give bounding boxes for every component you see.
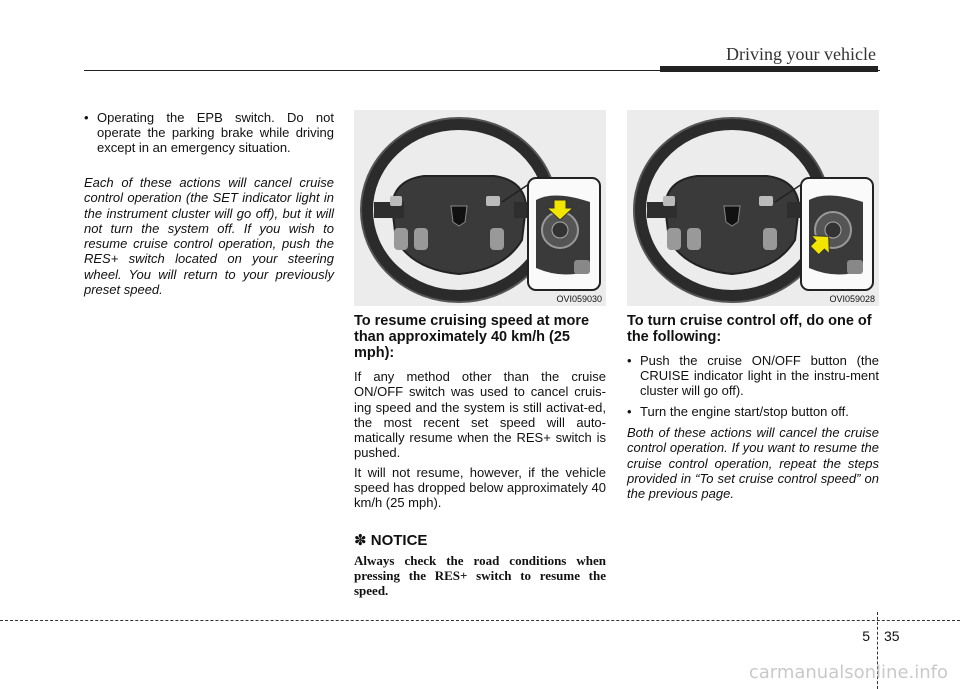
steering-wheel-illustration [627,110,879,306]
figure-code: OVI059030 [556,294,602,304]
cancel-note: Each of these actions will cancel cruise control operation (the SET indicator light in the instrument cluster will go off), but it will not turn the system off. If you wish to resume cruise control operation, push the RES+ switch located on your steering wheel. You will return to your previously preset speed. [84,175,334,298]
chapter-number: 5 [862,628,870,644]
page-number: 35 [884,628,900,644]
figure-code: OVI059028 [829,294,875,304]
turn-off-heading: To turn cruise control off, do one of the following: [627,313,872,345]
bullet-item-epb: • Operating the EPB switch. Do not operate the parking brake while driving except in an emergency situation. [84,110,334,155]
header-rule-accent [660,66,878,72]
notice-text: Always check the road conditions when pressing the RES+ switch to resume the speed. [354,552,606,598]
resume-paragraph-1: If any method other than the cruise ON/OFF switch was used to cancel cruis-ing speed and the system is still activat-ed, the most recent set speed will auto-matically resume when the RES+ switch is pushed. [354,369,606,461]
section-title: Driving your vehicle [726,44,876,64]
steering-wheel-illustration [354,110,606,306]
middle-column [354,110,606,598]
bullet-item-engine-off: • Turn the engine start/stop button off. [627,404,879,419]
steering-wheel-figure-res [354,110,606,306]
bullet-item-cruise-button: • Push the cruise ON/OFF button (the CRUISE indicator light in the instru-ment cluster will go off). [627,353,879,398]
watermark: carmanualsonline.info [748,662,948,683]
footer-rule [0,620,960,621]
notice-title: ✽ NOTICE [354,531,428,549]
turn-off-note: Both of these actions will cancel the cruise control operation. If you want to resume the cruise control operation, repeat the steps provided in “To set cruise control speed” on the previous page. [627,425,879,502]
left-column [84,110,334,297]
resume-heading: To resume cruising speed at more than approximately 40 km/h (25 mph): [354,313,590,361]
steering-wheel-figure-off [627,110,879,306]
resume-paragraph-2: It will not resume, however, if the vehicle speed has dropped below approximately 40 km/h (25 mph). [354,464,606,511]
right-column [627,110,879,501]
